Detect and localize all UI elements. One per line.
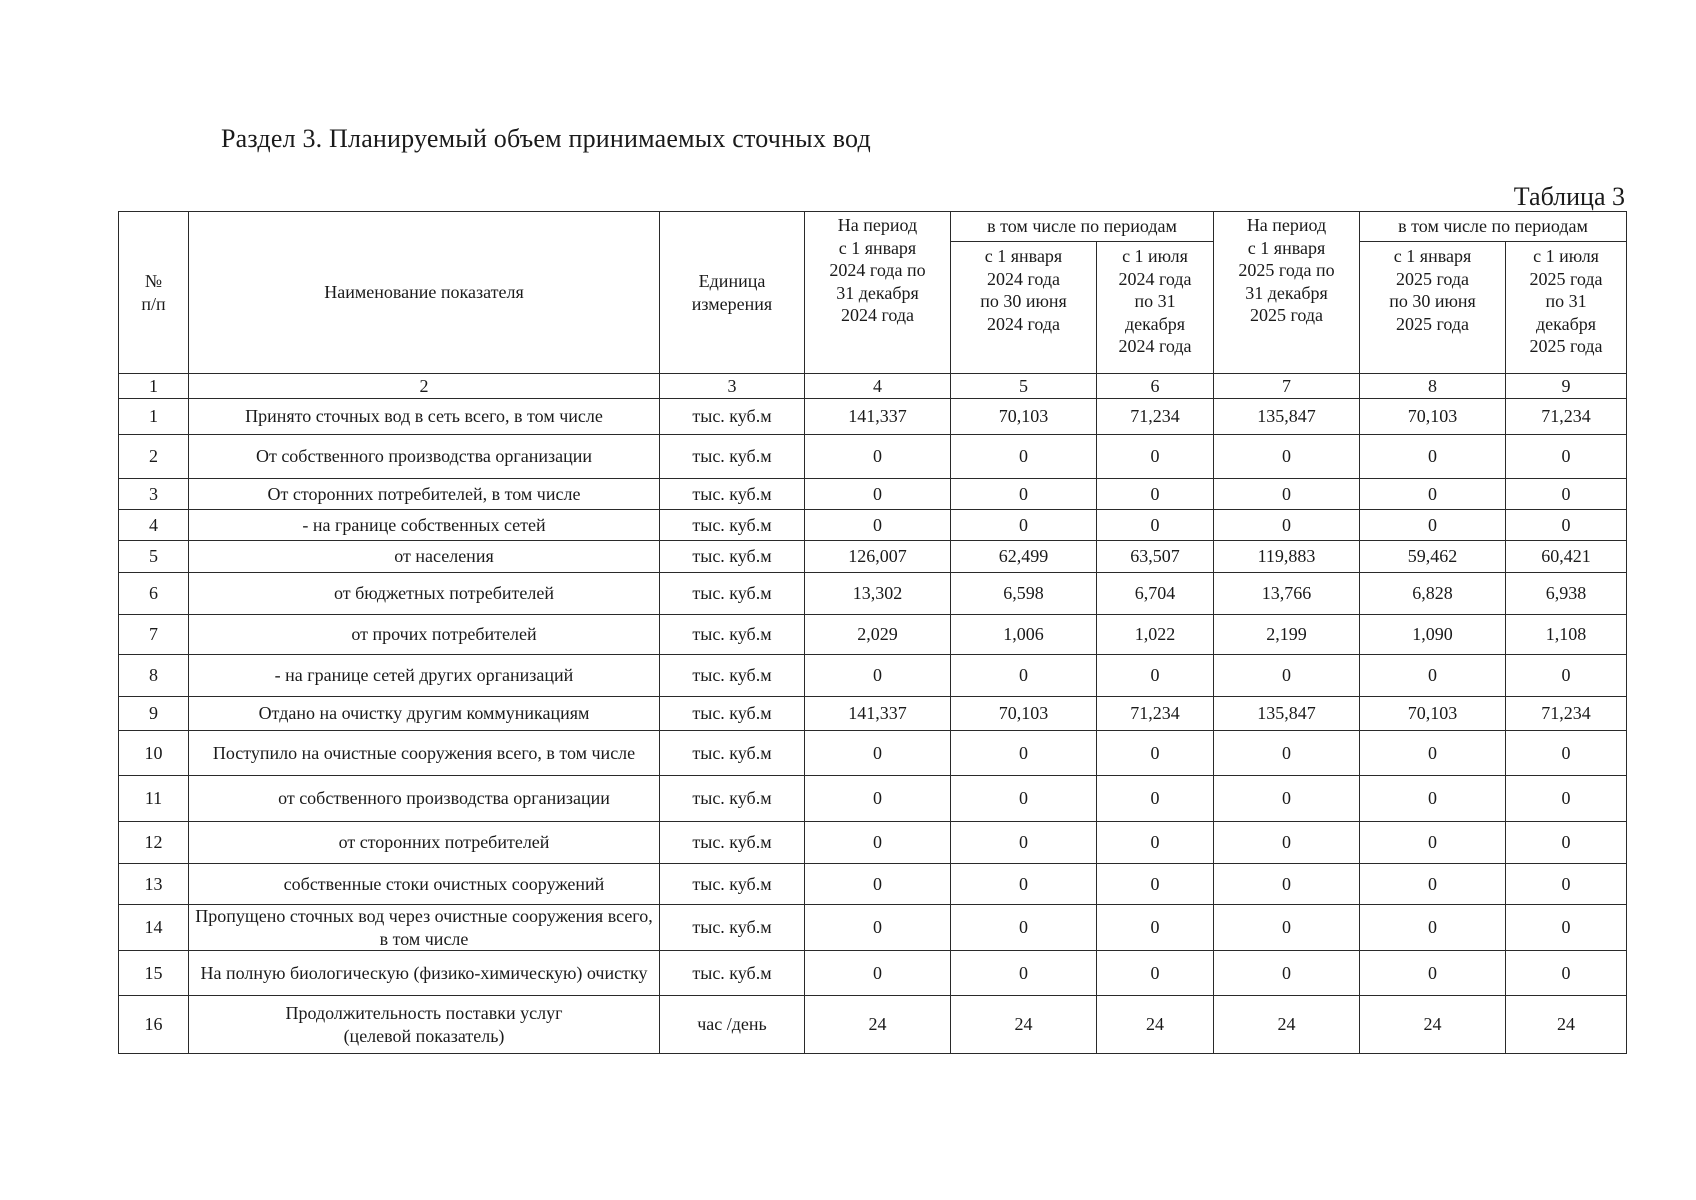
unit-of-measure: тыс. куб.м [660,697,805,731]
value-cell: 70,103 [1360,399,1506,435]
value-cell: 0 [805,822,951,864]
indicator-name: от населения [189,541,660,573]
unit-of-measure: тыс. куб.м [660,479,805,510]
value-cell: 0 [805,864,951,905]
value-cell: 0 [1214,510,1360,541]
indicator-name: собственные стоки очистных сооружений [189,864,660,905]
value-cell: 0 [951,435,1097,479]
indicator-name: - на границе сетей других организаций [189,655,660,697]
value-cell: 71,234 [1506,399,1627,435]
value-cell: 0 [1506,731,1627,776]
value-cell: 70,103 [951,697,1097,731]
value-cell: 0 [1097,435,1214,479]
indicator-name: от собственного производства организации [189,776,660,822]
value-cell: 0 [951,731,1097,776]
row-number: 16 [119,996,189,1054]
indicator-name: Пропущено сточных вод через очистные сооружения всего, в том числе [189,905,660,951]
value-cell: 0 [951,479,1097,510]
value-cell: 71,234 [1097,697,1214,731]
value-cell: 0 [1097,510,1214,541]
row-number: 11 [119,776,189,822]
column-number: 4 [805,374,951,399]
value-cell: 0 [1360,655,1506,697]
row-number: 15 [119,951,189,996]
unit-of-measure: тыс. куб.м [660,541,805,573]
table-row [119,864,1627,905]
value-cell: 62,499 [951,541,1097,573]
table-row [119,996,1627,1054]
value-cell: 24 [805,996,951,1054]
value-cell: 70,103 [951,399,1097,435]
value-cell: 0 [1097,951,1214,996]
header-incl-periods-2025: в том числе по периодам [1360,212,1627,242]
indicator-name: Продолжительность поставки услуг (целевой показатель) [189,996,660,1054]
value-cell: 0 [951,864,1097,905]
header-period-2025: На период с 1 января 2025 года по 31 декабря 2025 года [1214,212,1360,374]
column-number: 8 [1360,374,1506,399]
value-cell: 0 [1360,951,1506,996]
value-cell: 6,938 [1506,573,1627,615]
value-cell: 0 [1506,864,1627,905]
value-cell: 1,022 [1097,615,1214,655]
value-cell: 59,462 [1360,541,1506,573]
value-cell: 0 [1097,731,1214,776]
value-cell: 0 [805,731,951,776]
header-h1-2025: с 1 января 2025 года по 30 июня 2025 года [1360,242,1506,374]
value-cell: 0 [805,435,951,479]
value-cell: 0 [1214,731,1360,776]
wastewater-volume-table [118,211,1627,1054]
value-cell: 0 [1360,435,1506,479]
value-cell: 0 [1360,731,1506,776]
value-cell: 0 [1214,435,1360,479]
value-cell: 0 [1506,905,1627,951]
row-number: 13 [119,864,189,905]
value-cell: 0 [951,510,1097,541]
indicator-name: Принято сточных вод в сеть всего, в том числе [189,399,660,435]
value-cell: 71,234 [1097,399,1214,435]
value-cell: 0 [805,951,951,996]
unit-of-measure: час /день [660,996,805,1054]
value-cell: 2,199 [1214,615,1360,655]
row-number: 6 [119,573,189,615]
value-cell: 13,302 [805,573,951,615]
value-cell: 0 [951,951,1097,996]
column-number: 5 [951,374,1097,399]
header-name: Наименование показателя [189,212,660,374]
table-row [119,905,1627,951]
value-cell: 0 [1097,776,1214,822]
row-number: 3 [119,479,189,510]
indicator-name: - на границе собственных сетей [189,510,660,541]
value-cell: 0 [805,905,951,951]
unit-of-measure: тыс. куб.м [660,731,805,776]
table-row [119,697,1627,731]
row-number: 2 [119,435,189,479]
value-cell: 24 [1360,996,1506,1054]
value-cell: 0 [1214,655,1360,697]
row-number: 8 [119,655,189,697]
unit-of-measure: тыс. куб.м [660,776,805,822]
unit-of-measure: тыс. куб.м [660,822,805,864]
value-cell: 0 [1506,822,1627,864]
header-period-2024: На период с 1 января 2024 года по 31 декабря 2024 года [805,212,951,374]
column-number: 6 [1097,374,1214,399]
table-row [119,479,1627,510]
value-cell: 0 [951,822,1097,864]
header-incl-periods-2024: в том числе по периодам [951,212,1214,242]
value-cell: 0 [805,655,951,697]
value-cell: 0 [1360,822,1506,864]
unit-of-measure: тыс. куб.м [660,435,805,479]
value-cell: 126,007 [805,541,951,573]
section-title: Раздел 3. Планируемый объем принимаемых сточных вод [221,124,871,153]
value-cell: 24 [951,996,1097,1054]
value-cell: 24 [1506,996,1627,1054]
value-cell: 141,337 [805,399,951,435]
value-cell: 135,847 [1214,399,1360,435]
value-cell: 0 [1097,655,1214,697]
row-number: 12 [119,822,189,864]
unit-of-measure: тыс. куб.м [660,510,805,541]
value-cell: 0 [1360,510,1506,541]
value-cell: 141,337 [805,697,951,731]
indicator-name: Отдано на очистку другим коммуникациям [189,697,660,731]
value-cell: 0 [1214,822,1360,864]
header-num: № п/п [119,212,189,374]
indicator-name: от прочих потребителей [189,615,660,655]
table-row [119,951,1627,996]
value-cell: 0 [1214,951,1360,996]
value-cell: 135,847 [1214,697,1360,731]
table-row [119,399,1627,435]
unit-of-measure: тыс. куб.м [660,573,805,615]
table-row [119,731,1627,776]
value-cell: 0 [1506,510,1627,541]
value-cell: 0 [1506,479,1627,510]
unit-of-measure: тыс. куб.м [660,905,805,951]
indicator-name: От собственного производства организации [189,435,660,479]
row-number: 14 [119,905,189,951]
value-cell: 0 [805,510,951,541]
value-cell: 6,704 [1097,573,1214,615]
value-cell: 70,103 [1360,697,1506,731]
value-cell: 0 [951,655,1097,697]
table-row [119,615,1627,655]
column-number: 1 [119,374,189,399]
value-cell: 0 [1214,776,1360,822]
column-number: 2 [189,374,660,399]
value-cell: 71,234 [1506,697,1627,731]
header-h2-2025: с 1 июля 2025 года по 31 декабря 2025 года [1506,242,1627,374]
table-row [119,435,1627,479]
unit-of-measure: тыс. куб.м [660,399,805,435]
column-number-row [119,374,1627,399]
table-caption: Таблица 3 [1513,182,1625,211]
header-unit: Единица измерения [660,212,805,374]
value-cell: 60,421 [1506,541,1627,573]
value-cell: 0 [951,905,1097,951]
indicator-name: На полную биологическую (физико-химическую) очистку [189,951,660,996]
value-cell: 0 [1097,822,1214,864]
value-cell: 1,108 [1506,615,1627,655]
value-cell: 24 [1214,996,1360,1054]
value-cell: 0 [1097,864,1214,905]
value-cell: 6,828 [1360,573,1506,615]
value-cell: 0 [1097,905,1214,951]
unit-of-measure: тыс. куб.м [660,615,805,655]
row-number: 9 [119,697,189,731]
table-row [119,655,1627,697]
value-cell: 0 [1360,776,1506,822]
row-number: 7 [119,615,189,655]
value-cell: 0 [805,776,951,822]
table-row [119,776,1627,822]
indicator-name: Поступило на очистные сооружения всего, в том числе [189,731,660,776]
value-cell: 0 [805,479,951,510]
value-cell: 63,507 [1097,541,1214,573]
unit-of-measure: тыс. куб.м [660,655,805,697]
value-cell: 13,766 [1214,573,1360,615]
column-number: 9 [1506,374,1627,399]
table-row [119,822,1627,864]
row-number: 4 [119,510,189,541]
value-cell: 0 [1360,864,1506,905]
value-cell: 0 [1214,905,1360,951]
row-number: 5 [119,541,189,573]
indicator-name: от бюджетных потребителей [189,573,660,615]
value-cell: 0 [1360,905,1506,951]
value-cell: 24 [1097,996,1214,1054]
table-row [119,541,1627,573]
value-cell: 0 [1097,479,1214,510]
value-cell: 0 [1506,776,1627,822]
value-cell: 0 [1506,655,1627,697]
table-row [119,573,1627,615]
value-cell: 0 [1506,435,1627,479]
value-cell: 0 [1360,479,1506,510]
value-cell: 0 [1506,951,1627,996]
unit-of-measure: тыс. куб.м [660,864,805,905]
header-h1-2024: с 1 января 2024 года по 30 июня 2024 года [951,242,1097,374]
value-cell: 2,029 [805,615,951,655]
header-h2-2024: с 1 июля 2024 года по 31 декабря 2024 года [1097,242,1214,374]
value-cell: 119,883 [1214,541,1360,573]
table-row [119,510,1627,541]
row-number: 1 [119,399,189,435]
row-number: 10 [119,731,189,776]
indicator-name: От сторонних потребителей, в том числе [189,479,660,510]
column-number: 7 [1214,374,1360,399]
value-cell: 1,006 [951,615,1097,655]
unit-of-measure: тыс. куб.м [660,951,805,996]
value-cell: 1,090 [1360,615,1506,655]
value-cell: 0 [1214,479,1360,510]
value-cell: 6,598 [951,573,1097,615]
indicator-name: от сторонних потребителей [189,822,660,864]
value-cell: 0 [1214,864,1360,905]
value-cell: 0 [951,776,1097,822]
column-number: 3 [660,374,805,399]
